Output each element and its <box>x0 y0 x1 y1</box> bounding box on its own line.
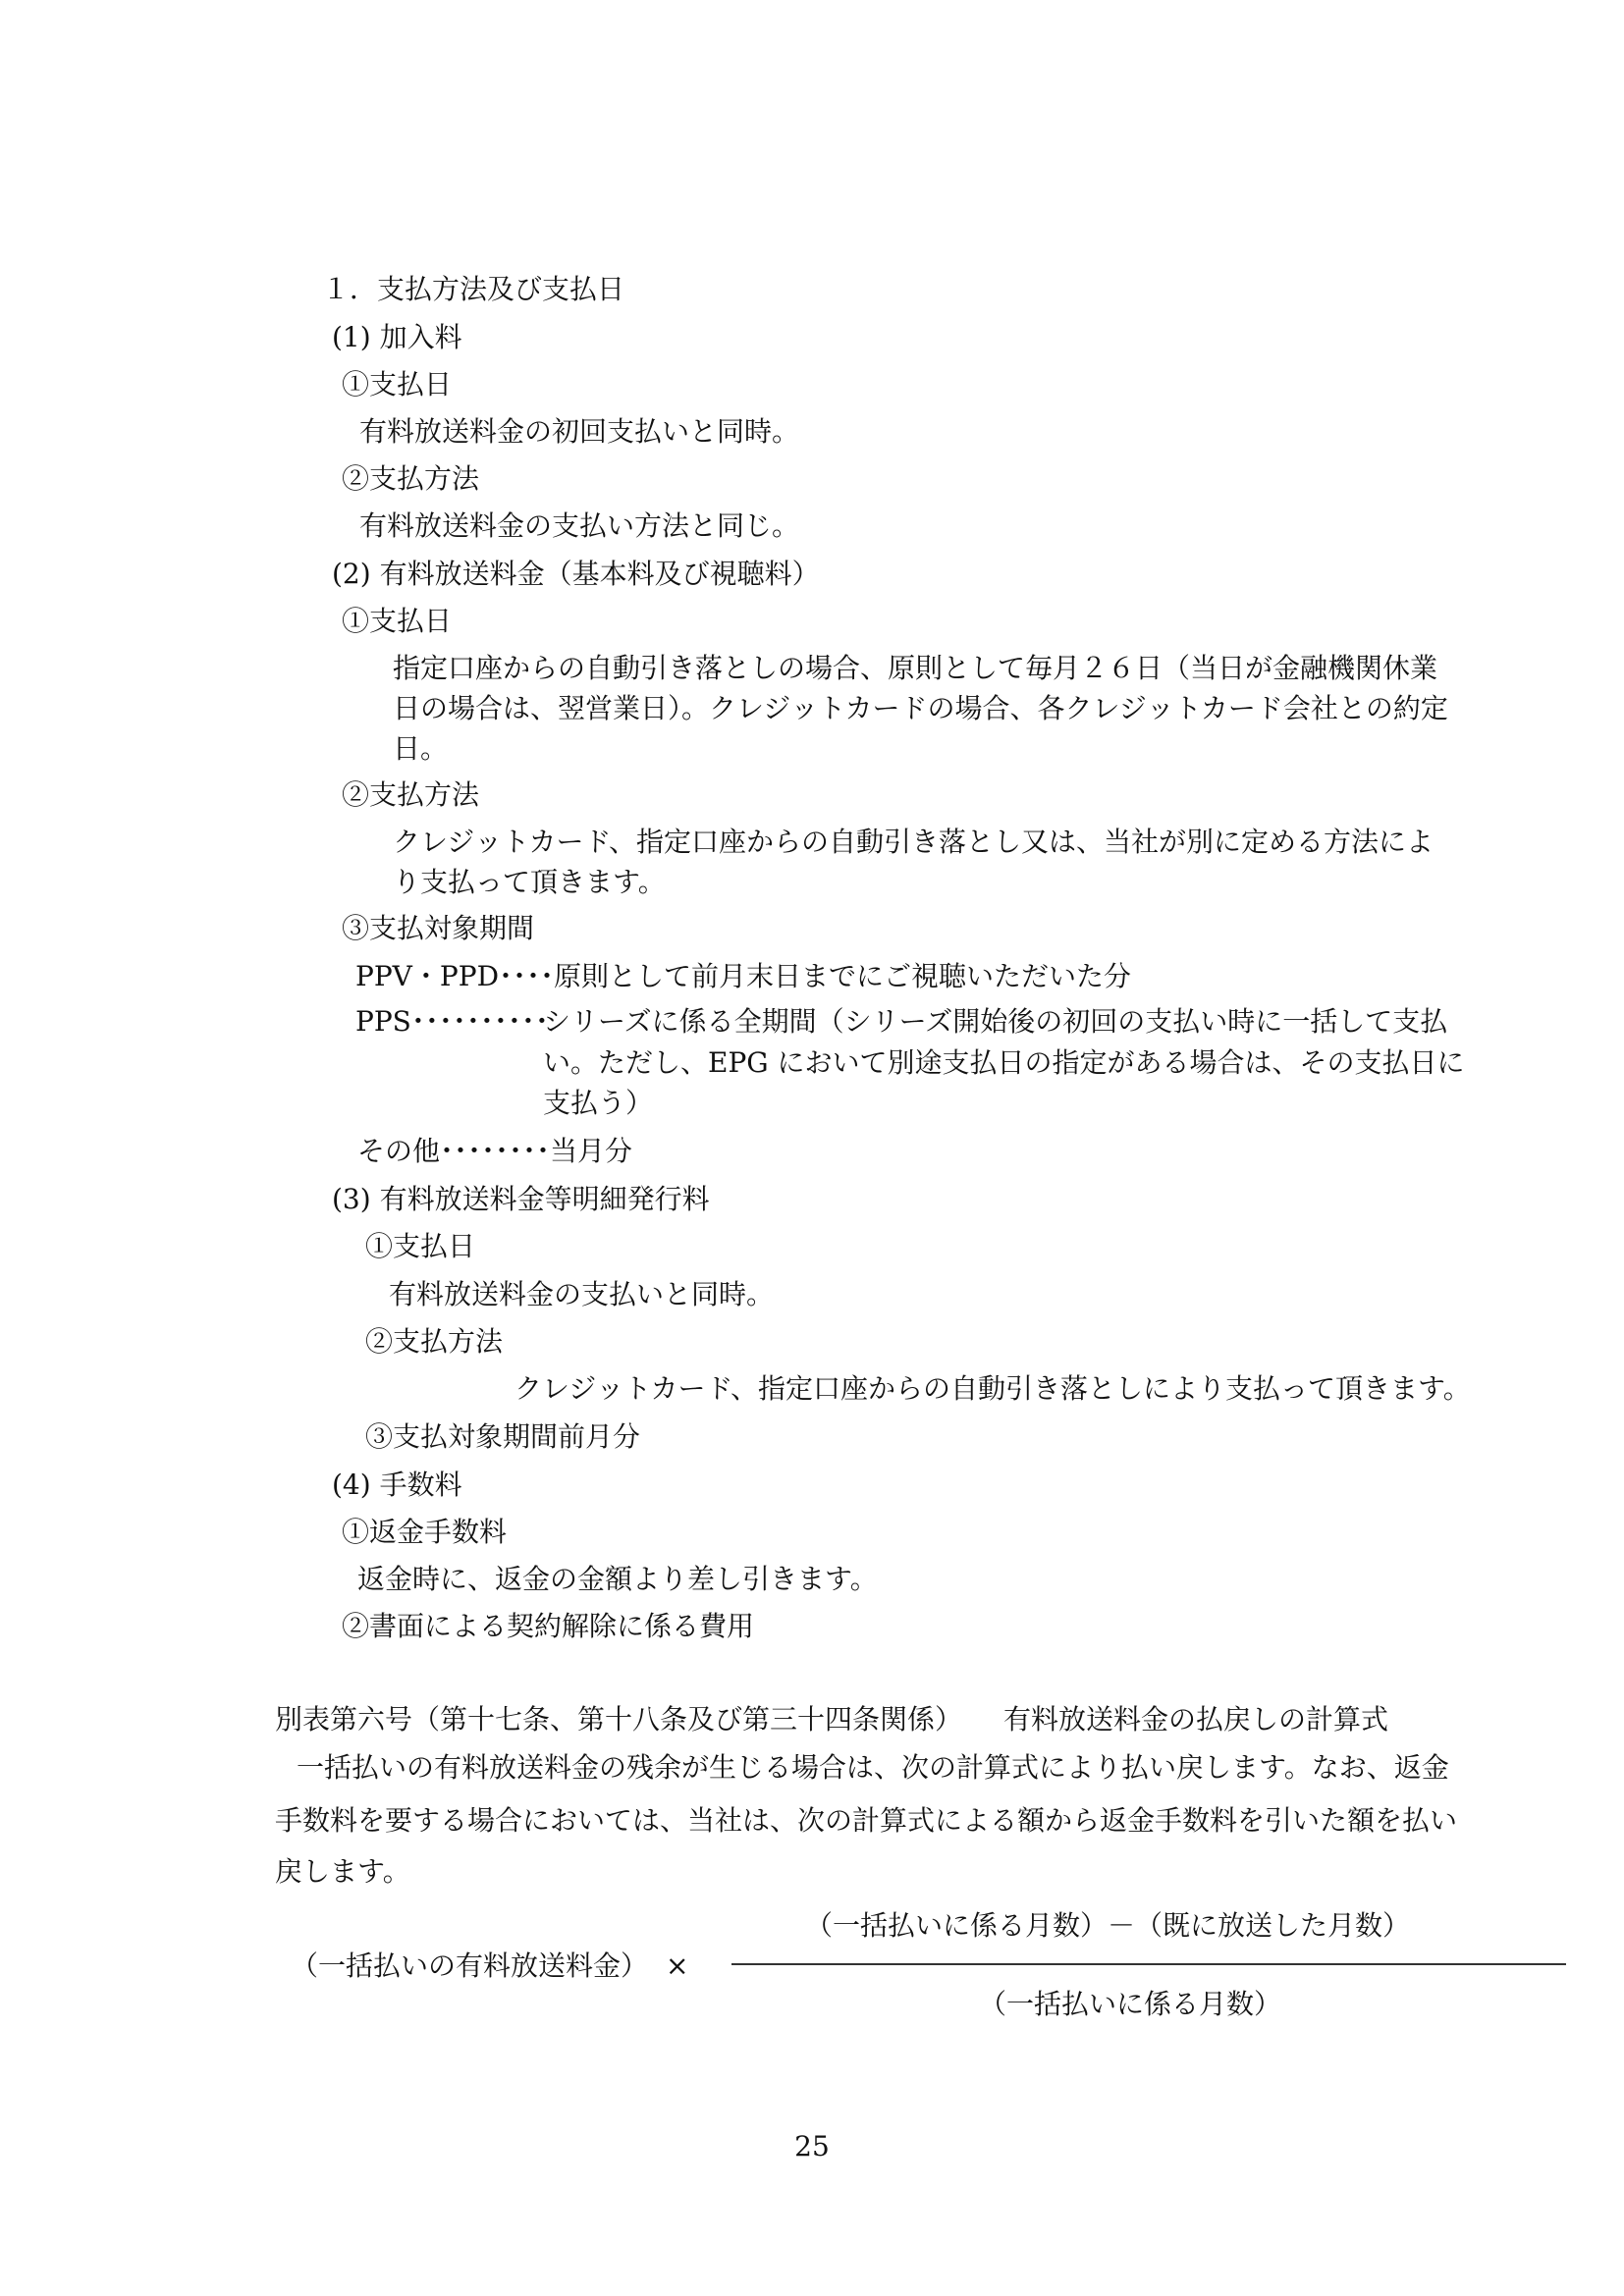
body-line: 一括払いの有料放送料金の残余が生じる場合は、次の計算式により払い戻します。なお、返金 <box>297 1751 1449 1784</box>
item-label: ①支払日 <box>365 1230 476 1262</box>
item-text: 返金時に、返金の金額より差し引きます。 <box>357 1563 878 1595</box>
item-text-line: り支払って頂きます。 <box>393 866 666 898</box>
item-text-line: 日。 <box>393 732 449 765</box>
item-label: ②支払方法 <box>342 462 480 495</box>
formula-left-term: （一括払いの有料放送料金） <box>291 1949 649 1982</box>
item-text: 有料放送料金の支払いと同時。 <box>389 1278 775 1310</box>
formula-times: × <box>666 1949 689 1982</box>
table6-heading: 別表第六号（第十七条、第十八条及び第三十四条関係） 有料放送料金の払戻しの計算式 <box>275 1703 1389 1735</box>
formula-denominator: （一括払いに係る月数） <box>979 1988 1282 2020</box>
pps-line: い。ただし、EPG において別途支払日の指定がある場合は、その支払日に <box>543 1046 1465 1079</box>
item-label: ①支払日 <box>342 605 453 637</box>
subsection-title: (2) 有料放送料金（基本料及び視聴料） <box>332 558 820 590</box>
item-text: クレジットカード、指定口座からの自動引き落としにより支払って頂きます。 <box>514 1372 1471 1405</box>
item-text-line: 日の場合は、翌営業日）。クレジットカードの場合、各クレジットカード会社との約定 <box>393 692 1448 724</box>
item-label: ①返金手数料 <box>342 1516 508 1548</box>
pps-head: PPS･･････････ <box>355 1005 549 1038</box>
subsection-title: (4) 手数料 <box>332 1468 462 1501</box>
item-text-line: クレジットカード、指定口座からの自動引き落とし又は、当社が別に定める方法によ <box>393 826 1434 858</box>
subsection-title: (1) 加入料 <box>332 321 462 353</box>
page-number: 25 <box>794 2130 830 2163</box>
item-text: 有料放送料金の初回支払いと同時。 <box>359 415 800 448</box>
fraction-bar <box>731 1963 1566 1965</box>
subsection-title: (3) 有料放送料金等明細発行料 <box>332 1183 710 1215</box>
item-text-line: 指定口座からの自動引き落としの場合、原則として毎月２６日（当日が金融機関休業 <box>393 652 1438 684</box>
item-label: ①支払日 <box>342 368 453 400</box>
formula-numerator: （一括払いに係る月数）－（既に放送した月数） <box>805 1909 1411 1942</box>
pps-line: 支払う） <box>543 1087 654 1119</box>
item-label: ③支払対象期間 <box>342 912 535 944</box>
other-line: その他････････当月分 <box>357 1135 633 1167</box>
body-line: 戻します。 <box>275 1855 410 1888</box>
section-heading: １．支払方法及び支払日 <box>322 273 625 305</box>
pps-line: シリーズに係る全期間（シリーズ開始後の初回の支払い時に一括して支払 <box>543 1005 1448 1038</box>
item-label: ③支払対象期間前月分 <box>365 1420 641 1453</box>
item-label: ②書面による契約解除に係る費用 <box>342 1610 755 1642</box>
ppv-line: PPV・PPD････原則として前月末日までにご視聴いただいた分 <box>355 960 1132 992</box>
item-label: ②支払方法 <box>365 1325 504 1358</box>
body-line: 手数料を要する場合においては、当社は、次の計算式による額から返金手数料を引いた額を払い <box>275 1804 1458 1837</box>
item-label: ②支払方法 <box>342 778 480 811</box>
item-text: 有料放送料金の支払い方法と同じ。 <box>359 509 800 542</box>
